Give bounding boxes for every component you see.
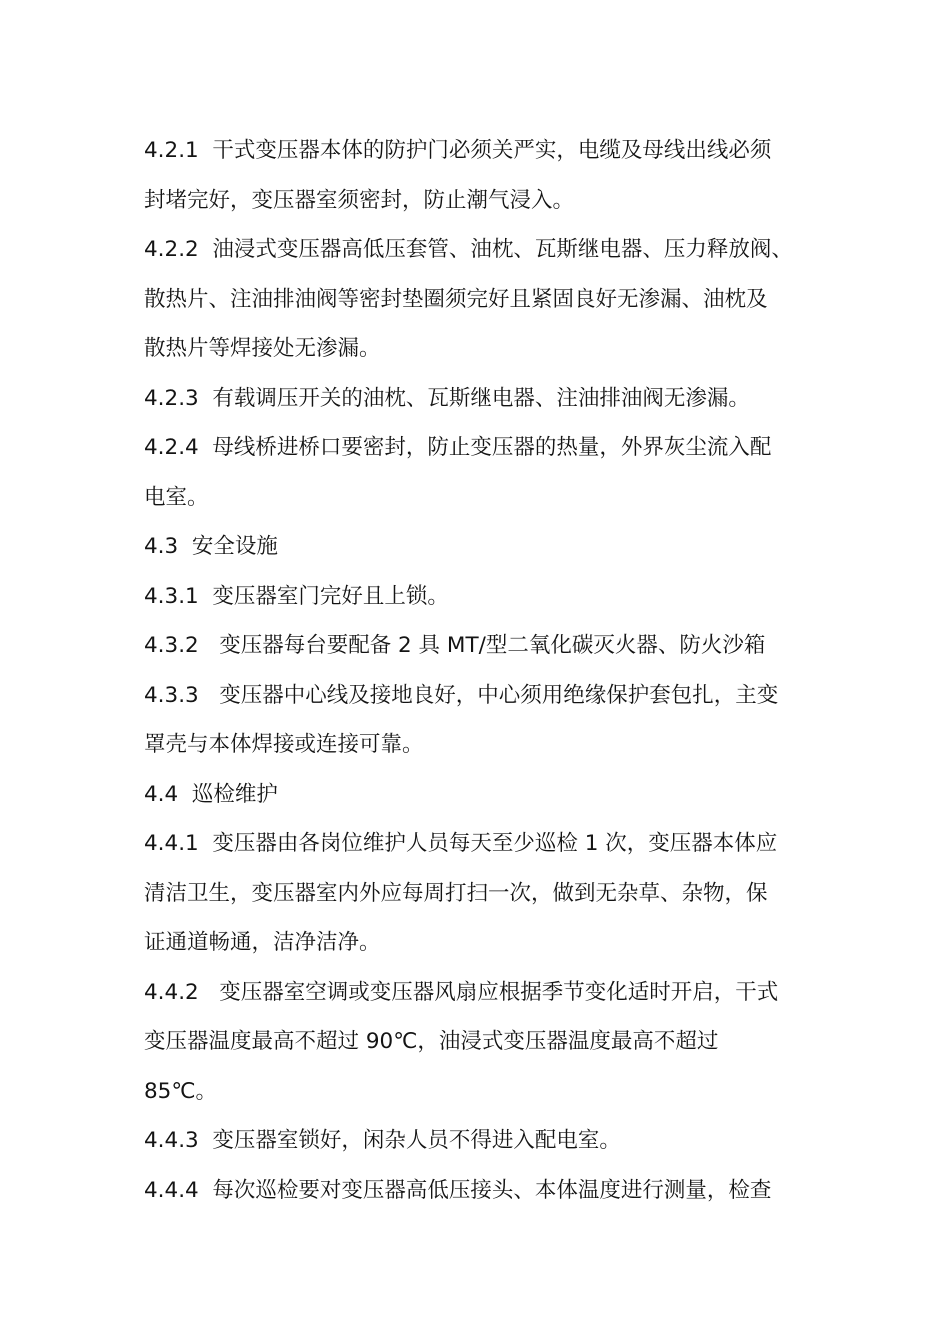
text-line: 4.4.3 变压器室锁好，闲杂人员不得进入配电室。 bbox=[144, 1128, 621, 1153]
text-line: 清洁卫生，变压器室内外应每周打扫一次，做到无杂草、杂物，保 bbox=[144, 880, 768, 906]
text-line: 罩壳与本体焊接或连接可靠。 bbox=[144, 732, 424, 757]
text-line: 4.4.4 每次巡检要对变压器高低压接头、本体温度进行测量，检查 bbox=[144, 1177, 772, 1203]
text-line: 封堵完好，变压器室须密封，防止潮气浸入。 bbox=[144, 187, 575, 213]
text-line: 变压器温度最高不超过 90℃，油浸式变压器温度最高不超过 bbox=[144, 1029, 719, 1054]
section-heading: 4.3 安全设施 bbox=[144, 534, 278, 559]
text-line: 4.4.1 变压器由各岗位维护人员每天至少巡检 1 次，变压器本体应 bbox=[144, 831, 778, 856]
text-line: 4.4.2 变压器室空调或变压器风扇应根据季节变化适时开启，干式 bbox=[144, 979, 779, 1005]
text-line: 散热片等焊接处无渗漏。 bbox=[144, 336, 381, 361]
text-line: 4.2.2 油浸式变压器高低压套管、油枕、瓦斯继电器、压力释放阀、 bbox=[144, 237, 793, 262]
text-line: 85℃。 bbox=[144, 1078, 218, 1104]
text-line: 散热片、注油排油阀等密封垫圈须完好且紧固良好无渗漏、油枕及 bbox=[144, 286, 768, 312]
text-line: 4.3.2 变压器每台要配备 2 具 MT/型二氧化碳灭火器、防火沙箱 bbox=[144, 633, 766, 658]
text-line: 电室。 bbox=[144, 484, 209, 510]
section-heading: 4.4 巡检维护 bbox=[144, 781, 278, 807]
text-line: 4.2.4 母线桥进桥口要密封，防止变压器的热量，外界灰尘流入配 bbox=[144, 435, 772, 460]
document-body bbox=[144, 126, 804, 1215]
text-line: 4.3.3 变压器中心线及接地良好，中心须用绝缘保护套包扎，主变 bbox=[144, 682, 779, 708]
text-line: 4.2.3 有载调压开关的油枕、瓦斯继电器、注油排油阀无渗漏。 bbox=[144, 385, 750, 411]
text-line: 4.2.1 干式变压器本体的防护门必须关严实，电缆及母线出线必须 bbox=[144, 138, 772, 163]
text-line: 4.3.1 变压器室门完好且上锁。 bbox=[144, 583, 449, 609]
text-line: 证通道畅通，洁净洁净。 bbox=[144, 930, 381, 955]
